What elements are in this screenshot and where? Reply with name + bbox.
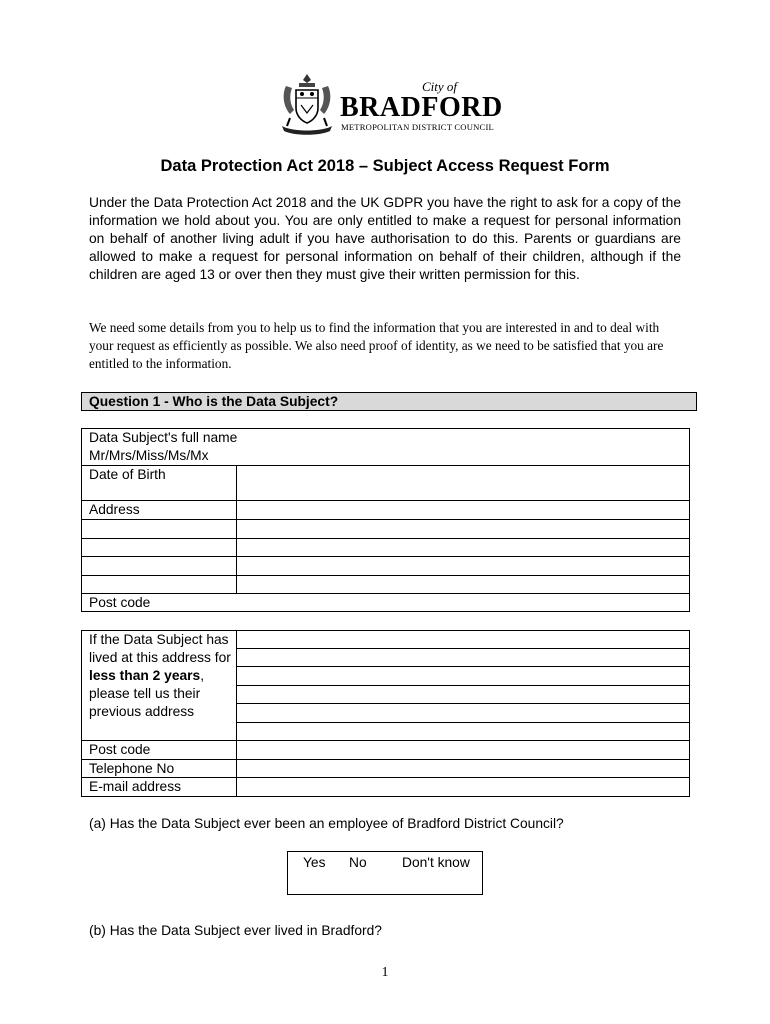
address-line-4-input[interactable] <box>236 556 690 576</box>
employee-options-box <box>287 851 483 895</box>
option-yes[interactable]: Yes <box>303 855 326 870</box>
previous-address-line-3-input[interactable] <box>236 666 690 686</box>
address-line-2-input[interactable] <box>236 519 690 539</box>
postcode-field[interactable] <box>81 593 690 612</box>
previous-address-text-bold: less than 2 years <box>89 668 201 683</box>
previous-address-label-cell <box>81 630 237 741</box>
form-title: Data Protection Act 2018 – Subject Access Request Form <box>160 157 610 175</box>
postcode-label: Post code <box>89 595 151 610</box>
dob-input[interactable] <box>236 465 690 501</box>
previous-address-line-6-input[interactable] <box>236 722 690 741</box>
email-input[interactable] <box>236 777 690 797</box>
details-paragraph: We need some details from you to help us to find the information that you are interested in and to deal with your request as efficiently as possible. We also need proof of identity, as we need to be satisfied that you are entitled to the information. <box>89 320 664 371</box>
intro-paragraph: Under the Data Protection Act 2018 and the UK GDPR you have the right to ask for a copy of the information we hold about you. You are only entitled to make a request for personal information on behalf of another living adult if you have authorisation to do this. Parents or guardians are allowed to make a request for personal information on behalf of their children, although if the children are aged 13 or over then they must give their written permission for this. <box>89 195 681 282</box>
page-number: 1 <box>381 965 389 980</box>
address-label-cell <box>81 500 237 520</box>
prev-postcode-label: Post code <box>89 742 151 757</box>
previous-address-line-4-input[interactable] <box>236 685 690 704</box>
previous-address-line-1-input[interactable] <box>236 630 690 649</box>
email-label: E-mail address <box>89 779 182 794</box>
telephone-label: Telephone No <box>89 761 175 776</box>
option-no[interactable]: No <box>349 855 367 870</box>
council-logo <box>278 70 503 138</box>
prev-postcode-label-cell <box>81 740 237 760</box>
telephone-input[interactable] <box>236 759 690 778</box>
dob-label-cell <box>81 465 237 501</box>
address-line-5-input[interactable] <box>236 575 690 594</box>
full-name-field[interactable] <box>81 428 690 466</box>
question-b-text: (b) Has the Data Subject ever lived in Bradford? <box>89 923 382 938</box>
telephone-label-cell <box>81 759 237 778</box>
coat-of-arms-icon <box>278 70 336 136</box>
logo-council: METROPOLITAN DISTRICT COUNCIL <box>341 122 494 132</box>
logo-city-of: City of <box>422 79 458 94</box>
previous-address-line-2-input[interactable] <box>236 648 690 667</box>
address-label: Address <box>89 502 140 517</box>
previous-address-line-5-input[interactable] <box>236 703 690 723</box>
address-blank-cell <box>81 519 237 539</box>
previous-address-text-start: If the Data Subject has lived at this address for <box>89 632 231 665</box>
address-blank-cell <box>81 575 237 594</box>
option-dont-know[interactable]: Don't know <box>402 855 470 870</box>
previous-address-text-end: , please tell us their previous address <box>89 668 205 719</box>
question1-heading: Question 1 - Who is the Data Subject? <box>81 392 697 411</box>
address-line-1-input[interactable] <box>236 500 690 520</box>
email-label-cell <box>81 777 237 797</box>
address-blank-cell <box>81 556 237 576</box>
dob-label: Date of Birth <box>89 467 166 482</box>
prev-postcode-input[interactable] <box>236 740 690 760</box>
full-name-label: Data Subject's full name <box>89 430 238 445</box>
logo-name: BRADFORD <box>340 92 503 123</box>
question-a-text: (a) Has the Data Subject ever been an employee of Bradford District Council? <box>89 816 564 831</box>
address-line-3-input[interactable] <box>236 538 690 557</box>
address-blank-cell <box>81 538 237 557</box>
title-options-label: Mr/Mrs/Miss/Ms/Mx <box>89 447 209 463</box>
